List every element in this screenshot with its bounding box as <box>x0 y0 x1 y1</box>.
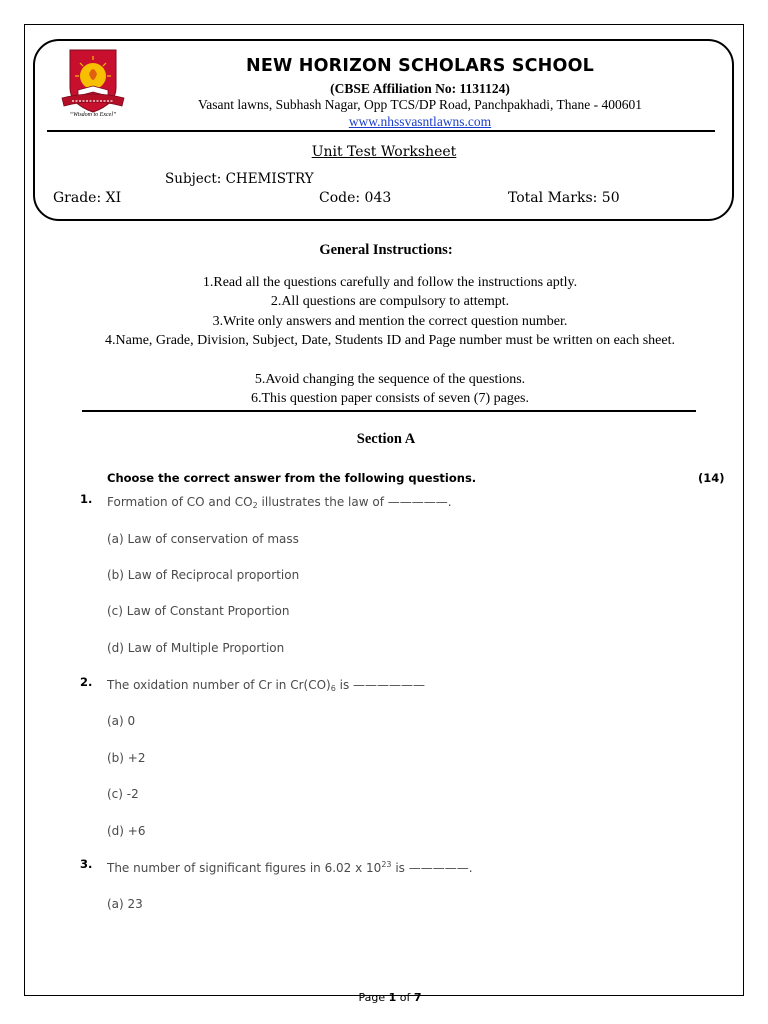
header-divider <box>47 130 715 132</box>
question-number: 2. <box>80 675 93 689</box>
answer-option: (c) Law of Constant Proportion <box>107 604 290 618</box>
subject-label: Subject: CHEMISTRY <box>165 171 314 187</box>
answer-option: (b) Law of Reciprocal proportion <box>107 568 300 582</box>
school-motto: “Wisdom to Excel” <box>69 112 117 118</box>
school-address: Vasant lawns, Subhash Nagar, Opp TCS/DP Road, Panchpakhadi, Thane - 400601 <box>198 97 642 112</box>
instruction-item: 2.All questions are compulsory to attempt. <box>270 294 510 309</box>
question-text: Formation of CO and $CO_2$ illustrates the law of —————. <box>107 495 452 510</box>
question-number: 3. <box>80 857 93 871</box>
section-directive: Choose the correct answer from the following questions. <box>107 471 477 485</box>
affiliation-number: (CBSE Affiliation No: 1131124) <box>330 81 510 96</box>
answer-option: (d) +6 <box>107 824 146 838</box>
section-title: Section A <box>356 431 416 447</box>
school-website-link[interactable]: www.nhssvasntlawns.com <box>348 114 492 129</box>
answer-option: (b) +2 <box>107 751 146 765</box>
instructions-title: General Instructions: <box>319 242 453 258</box>
answer-option: (a) 0 <box>107 714 136 728</box>
section-marks: (14) <box>698 471 725 485</box>
question-number: 1. <box>80 492 93 506</box>
answer-option: (a) 23 <box>107 897 143 911</box>
question-text: The number of significant figures in 6.02 x $10^{23}$ is —————. <box>107 860 473 875</box>
instruction-item: 1.Read all the questions carefully and follow the instructions aptly. <box>202 275 578 290</box>
answer-option: (a) Law of conservation of mass <box>107 532 299 546</box>
page-footer: Page 1 of 7 <box>358 991 422 1004</box>
answer-option: (c) -2 <box>107 787 139 801</box>
instruction-item: 6.This question paper consists of seven (7) pages. <box>251 391 529 406</box>
answer-option: (d) Law of Multiple Proportion <box>107 641 285 655</box>
worksheet-title: Unit Test Worksheet <box>311 144 457 160</box>
instruction-item: 3.Write only answers and mention the correct question number. <box>212 314 568 329</box>
instruction-item: 5.Avoid changing the sequence of the questions. <box>254 372 526 387</box>
code-label: Code: 043 <box>319 190 392 206</box>
grade-label: Grade: XI <box>53 190 122 206</box>
instructions-divider <box>82 410 696 412</box>
school-name: NEW HORIZON SCHOLARS SCHOOL <box>245 56 595 76</box>
question-text: The oxidation number of Cr in $Cr(CO)_6$ is —————— <box>107 678 426 693</box>
total-marks-label: Total Marks: 50 <box>508 190 620 206</box>
instruction-item: 4.Name, Grade, Division, Subject, Date, Students ID and Page number must be written on each sheet. <box>105 333 675 348</box>
